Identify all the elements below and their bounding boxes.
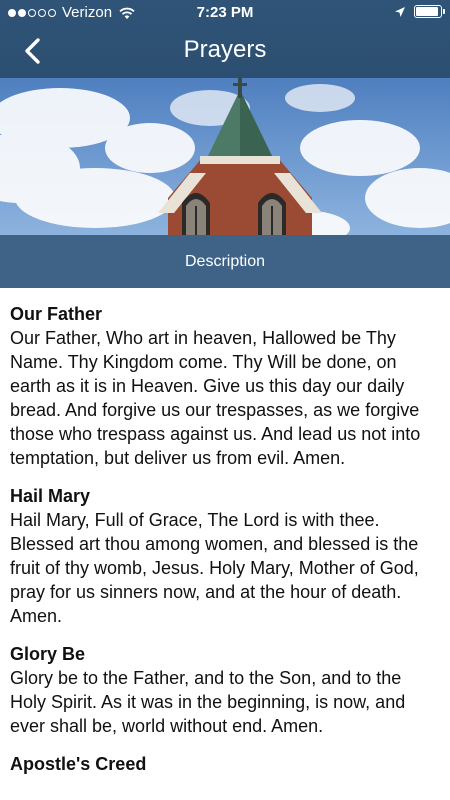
location-arrow-icon [394, 6, 406, 18]
battery-level [416, 7, 438, 16]
prayer-title: Glory Be [10, 644, 86, 664]
status-right [394, 5, 442, 18]
prayer-text: Our Father, Who art in heaven, Hallowed be Thy Name. Thy Kingdom come. Thy Will be done, on earth as it is in Heaven. Give us this day our daily bread. And forgive us our trespasses, as we forgive those who trespass against us. And lead us not into temptation, but deliver us from evil. Amen. [10, 328, 421, 468]
status-time: 7:23 PM [196, 4, 254, 21]
prayer-text: Glory be to the Father, and to the Son, and to the Holy Spirit. As it was in the beginning, is now, and ever shall be, world without end. Amen. [10, 668, 406, 736]
prayer-title: Hail Mary [10, 486, 91, 506]
page-title: Prayers [183, 36, 267, 63]
prayer-title: Our Father [10, 304, 103, 324]
prayer-hail-mary [10, 484, 440, 628]
top-bar [0, 0, 450, 78]
navigation-bar [0, 26, 450, 78]
description-button[interactable]: Description [0, 235, 450, 288]
prayer-glory-be [10, 642, 440, 738]
status-bar [0, 0, 450, 26]
church-steeple-illustration [0, 78, 450, 235]
prayer-text: Hail Mary, Full of Grace, The Lord is with thee. Blessed art thou among women, and blessed is the fruit of thy womb, Jesus. Holy Mary, Mother of God, pray for us sinners now, and at the hour of death. Amen. [10, 510, 419, 626]
church-steeple-image [0, 78, 450, 235]
prayer-title: Apostle's Creed [10, 754, 147, 774]
battery-icon [414, 5, 442, 18]
prayer-our-father [10, 302, 440, 470]
carrier-label: Verizon [62, 4, 113, 21]
prayer-list[interactable] [0, 288, 450, 800]
prayer-apostles-creed [10, 752, 440, 776]
